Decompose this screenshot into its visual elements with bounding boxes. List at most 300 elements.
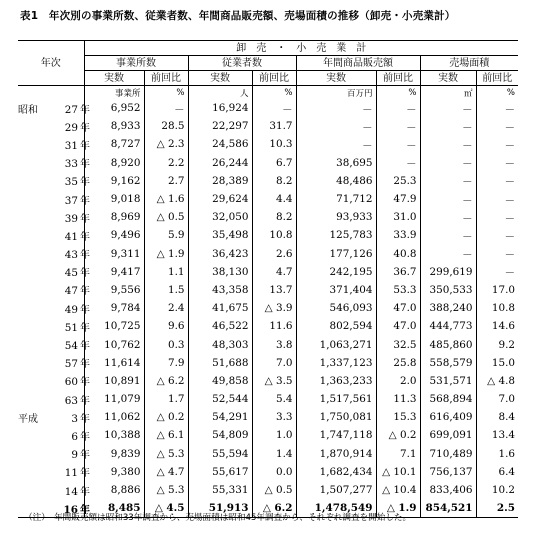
table-row	[18, 481, 518, 499]
employees-actual-cell: 55,617	[188, 463, 252, 481]
establishments-actual-cell: 8,485	[84, 499, 144, 518]
employees-actual-cell: 54,291	[188, 408, 252, 426]
actual-header: 実数	[420, 71, 476, 86]
area-actual-cell: 485,860	[420, 335, 476, 353]
year-suffix: 年	[80, 250, 90, 262]
sales-ratio-cell: 15.3	[376, 408, 420, 426]
year-cell	[18, 245, 90, 263]
employees-ratio-cell: 8.2	[252, 208, 296, 226]
establishments-ratio-cell: 2.7	[144, 172, 188, 190]
year-number: 51	[64, 321, 78, 334]
employees-ratio-cell: 13.7	[252, 281, 296, 299]
table-row	[18, 426, 518, 444]
employees-actual-cell: 32,050	[188, 208, 252, 226]
area-ratio-cell: 6.4	[476, 463, 518, 481]
year-number: 49	[64, 303, 78, 316]
sales-actual-cell: 242,195	[296, 263, 376, 281]
area-actual-cell: －	[420, 208, 476, 226]
year-cell	[18, 172, 90, 190]
year-suffix: 年	[80, 450, 90, 462]
sales-actual-cell: 1,750,081	[296, 408, 376, 426]
table-row	[18, 281, 518, 299]
unit-label: %	[476, 86, 518, 100]
area-actual-cell: 756,137	[420, 463, 476, 481]
unit-label: 事業所	[84, 86, 144, 100]
establishments-actual-cell: 8,886	[84, 481, 144, 499]
area-actual-cell: －	[420, 99, 476, 117]
employees-actual-cell: 51,688	[188, 354, 252, 372]
area-ratio-cell: －	[476, 190, 518, 208]
sales-actual-cell: 38,695	[296, 154, 376, 172]
area-ratio-cell: △ 4.8	[476, 372, 518, 390]
sales-ratio-cell: 47.0	[376, 317, 420, 335]
establishments-ratio-cell: 1.5	[144, 281, 188, 299]
year-suffix: 年	[80, 395, 90, 407]
year-number: 31	[64, 139, 78, 152]
area-ratio-cell: 10.2	[476, 481, 518, 499]
table-row	[18, 463, 518, 481]
sales-ratio-cell: 2.0	[376, 372, 420, 390]
table-row	[18, 190, 518, 208]
employees-actual-cell: 35,498	[188, 226, 252, 244]
employees-actual-cell: 36,423	[188, 245, 252, 263]
actual-header: 実数	[296, 71, 376, 86]
area-actual-cell: 299,619	[420, 263, 476, 281]
sales-actual-cell: 371,404	[296, 281, 376, 299]
year-cell	[18, 426, 90, 444]
sales-ratio-cell: 11.3	[376, 390, 420, 408]
employees-ratio-cell: 6.7	[252, 154, 296, 172]
sales-actual-cell: 1,517,561	[296, 390, 376, 408]
ratio-header: 前回比	[476, 71, 518, 86]
area-ratio-cell: 8.4	[476, 408, 518, 426]
table-row	[18, 208, 518, 226]
establishments-header: 事業所数	[84, 56, 188, 71]
sales-ratio-cell: △ 1.9	[376, 499, 420, 518]
area-actual-cell: 558,579	[420, 354, 476, 372]
year-suffix: 年	[80, 377, 90, 389]
sales-ratio-cell: △ 10.1	[376, 463, 420, 481]
establishments-ratio-cell: 9.6	[144, 317, 188, 335]
employees-ratio-cell: 10.8	[252, 226, 296, 244]
year-cell	[18, 263, 90, 281]
employees-ratio-cell: 1.0	[252, 426, 296, 444]
ratio-header: 前回比	[144, 71, 188, 86]
sales-ratio-cell: 47.0	[376, 299, 420, 317]
establishments-actual-cell: 6,952	[84, 99, 144, 117]
establishments-actual-cell: 8,920	[84, 154, 144, 172]
year-suffix: 年	[80, 213, 90, 225]
footnote: （注） 年間販売額は昭和33年調査から、売場面積は昭和45年調査から、それぞれ調査を開始した。	[24, 513, 412, 523]
establishments-actual-cell: 11,062	[84, 408, 144, 426]
year-cell	[18, 208, 90, 226]
year-header: 年次	[18, 41, 84, 86]
employees-ratio-cell: 3.8	[252, 335, 296, 353]
year-cell	[18, 445, 90, 463]
sales-ratio-cell: 25.3	[376, 172, 420, 190]
sales-ratio-cell: －	[376, 99, 420, 117]
establishments-ratio-cell: △ 5.3	[144, 445, 188, 463]
table-row	[18, 226, 518, 244]
year-suffix: 年	[80, 231, 90, 243]
establishments-actual-cell: 10,388	[84, 426, 144, 444]
area-ratio-cell: 1.6	[476, 445, 518, 463]
year-cell	[18, 317, 90, 335]
year-suffix: 年	[80, 468, 90, 480]
establishments-actual-cell: 10,762	[84, 335, 144, 353]
unit-label: 百万円	[296, 86, 376, 100]
year-cell	[18, 390, 90, 408]
employees-actual-cell: 29,624	[188, 190, 252, 208]
table-row	[18, 99, 518, 117]
establishments-ratio-cell: △ 0.2	[144, 408, 188, 426]
era-label: 昭和	[18, 104, 38, 116]
year-cell	[18, 154, 90, 172]
units-year-cell	[18, 86, 84, 100]
establishments-actual-cell: 9,018	[84, 190, 144, 208]
employees-ratio-cell: －	[252, 99, 296, 117]
area-actual-cell: －	[420, 117, 476, 135]
table-row	[18, 372, 518, 390]
floor-area-header: 売場面積	[420, 56, 518, 71]
establishments-ratio-cell: △ 4.7	[144, 463, 188, 481]
year-number: 39	[64, 212, 78, 225]
actual-header: 実数	[84, 71, 144, 86]
year-suffix: 年	[80, 122, 90, 134]
sales-ratio-cell: 25.8	[376, 354, 420, 372]
employees-ratio-cell: 7.0	[252, 354, 296, 372]
area-ratio-cell: 2.5	[476, 499, 518, 518]
year-suffix: 年	[80, 341, 90, 353]
year-cell	[18, 299, 90, 317]
establishments-ratio-cell: △ 2.3	[144, 135, 188, 153]
year-cell	[18, 190, 90, 208]
sales-actual-cell: 1,747,118	[296, 426, 376, 444]
area-ratio-cell: －	[476, 245, 518, 263]
sales-ratio-cell: 53.3	[376, 281, 420, 299]
actual-header: 実数	[188, 71, 252, 86]
era-label: 平成	[18, 413, 38, 425]
year-number: 3	[71, 412, 78, 425]
sales-ratio-cell: △ 10.4	[376, 481, 420, 499]
year-number: 41	[64, 230, 78, 243]
year-number: 63	[64, 394, 78, 407]
unit-label: ㎡	[420, 86, 476, 100]
employees-ratio-cell: △ 6.2	[252, 499, 296, 518]
sales-ratio-cell: 31.0	[376, 208, 420, 226]
establishments-actual-cell: 11,614	[84, 354, 144, 372]
area-ratio-cell: 14.6	[476, 317, 518, 335]
establishments-actual-cell: 10,725	[84, 317, 144, 335]
table-row	[18, 245, 518, 263]
year-number: 60	[64, 376, 78, 389]
establishments-ratio-cell: △ 1.6	[144, 190, 188, 208]
area-ratio-cell: －	[476, 226, 518, 244]
establishments-ratio-cell: △ 6.1	[144, 426, 188, 444]
table-row	[18, 117, 518, 135]
units-row	[18, 86, 518, 100]
year-suffix: 年	[80, 286, 90, 298]
establishments-ratio-cell: △ 6.2	[144, 372, 188, 390]
area-ratio-cell: －	[476, 172, 518, 190]
employees-ratio-cell: △ 3.5	[252, 372, 296, 390]
sales-actual-cell: －	[296, 99, 376, 117]
establishments-actual-cell: 9,417	[84, 263, 144, 281]
year-number: 43	[64, 249, 78, 262]
establishments-actual-cell: 9,784	[84, 299, 144, 317]
employees-ratio-cell: 1.4	[252, 445, 296, 463]
employees-actual-cell: 28,389	[188, 172, 252, 190]
sales-ratio-cell: △ 0.2	[376, 426, 420, 444]
unit-label: %	[144, 86, 188, 100]
sales-actual-cell: 1,478,549	[296, 499, 376, 518]
table-row	[18, 445, 518, 463]
area-actual-cell: 568,894	[420, 390, 476, 408]
year-suffix: 年	[80, 304, 90, 316]
year-cell	[18, 354, 90, 372]
employees-actual-cell: 48,303	[188, 335, 252, 353]
sales-actual-cell: 177,126	[296, 245, 376, 263]
employees-actual-cell: 24,586	[188, 135, 252, 153]
sales-ratio-cell: 33.9	[376, 226, 420, 244]
area-actual-cell: －	[420, 245, 476, 263]
employees-actual-cell: 38,130	[188, 263, 252, 281]
employees-ratio-cell: 4.7	[252, 263, 296, 281]
establishments-actual-cell: 9,380	[84, 463, 144, 481]
year-cell	[18, 99, 90, 117]
area-ratio-cell: －	[476, 117, 518, 135]
sales-actual-cell: 1,870,914	[296, 445, 376, 463]
table-title: 表1 年次別の事業所数、従業者数、年間商品販売額、売場面積の推移（卸売・小売業計）	[20, 10, 456, 22]
table-row	[18, 335, 518, 353]
area-ratio-cell: 9.2	[476, 335, 518, 353]
area-actual-cell: 833,406	[420, 481, 476, 499]
year-cell	[18, 481, 90, 499]
employees-ratio-cell: 3.3	[252, 408, 296, 426]
employees-ratio-cell: △ 0.5	[252, 481, 296, 499]
area-actual-cell: 350,533	[420, 281, 476, 299]
establishments-actual-cell: 8,727	[84, 135, 144, 153]
establishments-ratio-cell: 1.1	[144, 263, 188, 281]
table-row	[18, 354, 518, 372]
area-ratio-cell: －	[476, 99, 518, 117]
area-actual-cell: 531,571	[420, 372, 476, 390]
employees-ratio-cell: 31.7	[252, 117, 296, 135]
employees-ratio-cell: 5.4	[252, 390, 296, 408]
sales-actual-cell: －	[296, 117, 376, 135]
ratio-header: 前回比	[252, 71, 296, 86]
sales-ratio-cell: －	[376, 154, 420, 172]
year-suffix: 年	[80, 104, 90, 116]
area-ratio-cell: 15.0	[476, 354, 518, 372]
year-cell	[18, 463, 90, 481]
sales-actual-cell: 125,783	[296, 226, 376, 244]
year-cell	[18, 135, 90, 153]
year-number: 37	[64, 194, 78, 207]
table-row	[18, 154, 518, 172]
table-row	[18, 408, 518, 426]
area-actual-cell: －	[420, 172, 476, 190]
year-number: 29	[64, 121, 78, 134]
unit-label: %	[376, 86, 420, 100]
area-ratio-cell: 13.4	[476, 426, 518, 444]
employees-ratio-cell: 8.2	[252, 172, 296, 190]
establishments-actual-cell: 8,969	[84, 208, 144, 226]
employees-actual-cell: 49,858	[188, 372, 252, 390]
area-actual-cell: 616,409	[420, 408, 476, 426]
sales-ratio-cell: －	[376, 117, 420, 135]
ratio-header: 前回比	[376, 71, 420, 86]
establishments-ratio-cell: 28.5	[144, 117, 188, 135]
sales-actual-cell: 71,712	[296, 190, 376, 208]
establishments-actual-cell: 9,162	[84, 172, 144, 190]
sales-actual-cell: 802,594	[296, 317, 376, 335]
year-number: 9	[71, 449, 78, 462]
employees-ratio-cell: 11.6	[252, 317, 296, 335]
establishments-ratio-cell: △ 4.5	[144, 499, 188, 518]
year-suffix: 年	[80, 268, 90, 280]
year-number: 35	[64, 176, 78, 189]
sales-ratio-cell: 36.7	[376, 263, 420, 281]
year-number: 33	[64, 158, 78, 171]
employees-actual-cell: 16,924	[188, 99, 252, 117]
year-cell	[18, 372, 90, 390]
area-actual-cell: －	[420, 135, 476, 153]
establishments-ratio-cell: 2.4	[144, 299, 188, 317]
sales-ratio-cell: 32.5	[376, 335, 420, 353]
year-cell	[18, 335, 90, 353]
sales-actual-cell: －	[296, 135, 376, 153]
year-number: 16	[63, 503, 78, 516]
year-number: 6	[71, 430, 78, 443]
year-number: 47	[64, 285, 78, 298]
statistics-table	[18, 40, 518, 518]
area-ratio-cell: 17.0	[476, 281, 518, 299]
year-cell	[18, 117, 90, 135]
establishments-ratio-cell: 7.9	[144, 354, 188, 372]
sales-actual-cell: 1,363,233	[296, 372, 376, 390]
sales-actual-cell: 1,337,123	[296, 354, 376, 372]
year-suffix: 年	[80, 322, 90, 334]
establishments-ratio-cell: △ 0.5	[144, 208, 188, 226]
employees-actual-cell: 41,675	[188, 299, 252, 317]
year-number: 14	[64, 485, 78, 498]
area-actual-cell: 710,489	[420, 445, 476, 463]
year-cell	[18, 408, 90, 426]
employees-actual-cell: 43,358	[188, 281, 252, 299]
sales-ratio-cell: 40.8	[376, 245, 420, 263]
employees-actual-cell: 22,297	[188, 117, 252, 135]
employees-ratio-cell: 0.0	[252, 463, 296, 481]
employees-ratio-cell: 4.4	[252, 190, 296, 208]
group-header: 卸 売 ・ 小 売 業 計	[84, 41, 518, 56]
establishments-actual-cell: 9,496	[84, 226, 144, 244]
establishments-actual-cell: 10,891	[84, 372, 144, 390]
establishments-ratio-cell: △ 1.9	[144, 245, 188, 263]
establishments-ratio-cell: 1.7	[144, 390, 188, 408]
table-row	[18, 390, 518, 408]
establishments-ratio-cell: 5.9	[144, 226, 188, 244]
area-ratio-cell: －	[476, 154, 518, 172]
employees-actual-cell: 54,809	[188, 426, 252, 444]
area-ratio-cell: 10.8	[476, 299, 518, 317]
employees-actual-cell: 52,544	[188, 390, 252, 408]
area-actual-cell: 854,521	[420, 499, 476, 518]
establishments-actual-cell: 8,933	[84, 117, 144, 135]
year-suffix: 年	[80, 195, 90, 207]
sales-actual-cell: 1,682,434	[296, 463, 376, 481]
year-number: 54	[64, 340, 78, 353]
sales-ratio-cell: －	[376, 135, 420, 153]
area-actual-cell: 444,773	[420, 317, 476, 335]
year-number: 45	[64, 267, 78, 280]
table-row	[18, 263, 518, 281]
table-row	[18, 299, 518, 317]
employees-ratio-cell: 2.6	[252, 245, 296, 263]
sales-actual-cell: 1,063,271	[296, 335, 376, 353]
employees-actual-cell: 46,522	[188, 317, 252, 335]
establishments-ratio-cell: 2.2	[144, 154, 188, 172]
employees-ratio-cell: 10.3	[252, 135, 296, 153]
year-suffix: 年	[80, 140, 90, 152]
area-ratio-cell: －	[476, 263, 518, 281]
table-row	[18, 317, 518, 335]
year-cell	[18, 226, 90, 244]
sales-actual-cell: 48,486	[296, 172, 376, 190]
table-row	[18, 172, 518, 190]
sales-ratio-cell: 7.1	[376, 445, 420, 463]
year-suffix: 年	[80, 177, 90, 189]
year-suffix: 年	[80, 159, 90, 171]
employees-actual-cell: 55,331	[188, 481, 252, 499]
area-actual-cell: －	[420, 226, 476, 244]
year-suffix: 年	[80, 504, 90, 516]
area-ratio-cell: 7.0	[476, 390, 518, 408]
year-suffix: 年	[80, 486, 90, 498]
establishments-ratio-cell: －	[144, 99, 188, 117]
year-suffix: 年	[80, 431, 90, 443]
sales-actual-cell: 93,933	[296, 208, 376, 226]
sales-actual-cell: 1,507,277	[296, 481, 376, 499]
table-body	[18, 86, 518, 518]
sales-ratio-cell: 47.9	[376, 190, 420, 208]
area-actual-cell: 388,240	[420, 299, 476, 317]
area-actual-cell: 699,091	[420, 426, 476, 444]
year-suffix: 年	[80, 359, 90, 371]
unit-label: %	[252, 86, 296, 100]
establishments-actual-cell: 9,311	[84, 245, 144, 263]
establishments-actual-cell: 9,556	[84, 281, 144, 299]
area-actual-cell: －	[420, 190, 476, 208]
establishments-actual-cell: 11,079	[84, 390, 144, 408]
employees-actual-cell: 26,244	[188, 154, 252, 172]
establishments-ratio-cell: △ 5.3	[144, 481, 188, 499]
employees-actual-cell: 51,913	[188, 499, 252, 518]
establishments-actual-cell: 9,839	[84, 445, 144, 463]
year-number: 27	[64, 103, 78, 116]
employees-actual-cell: 55,594	[188, 445, 252, 463]
year-suffix: 年	[80, 413, 90, 425]
year-number: 11	[64, 467, 78, 480]
employees-ratio-cell: △ 3.9	[252, 299, 296, 317]
unit-label: 人	[188, 86, 252, 100]
table-row	[18, 135, 518, 153]
employees-header: 従業者数	[188, 56, 296, 71]
area-ratio-cell: －	[476, 208, 518, 226]
sales-actual-cell: 546,093	[296, 299, 376, 317]
area-actual-cell: －	[420, 154, 476, 172]
year-cell	[18, 281, 90, 299]
